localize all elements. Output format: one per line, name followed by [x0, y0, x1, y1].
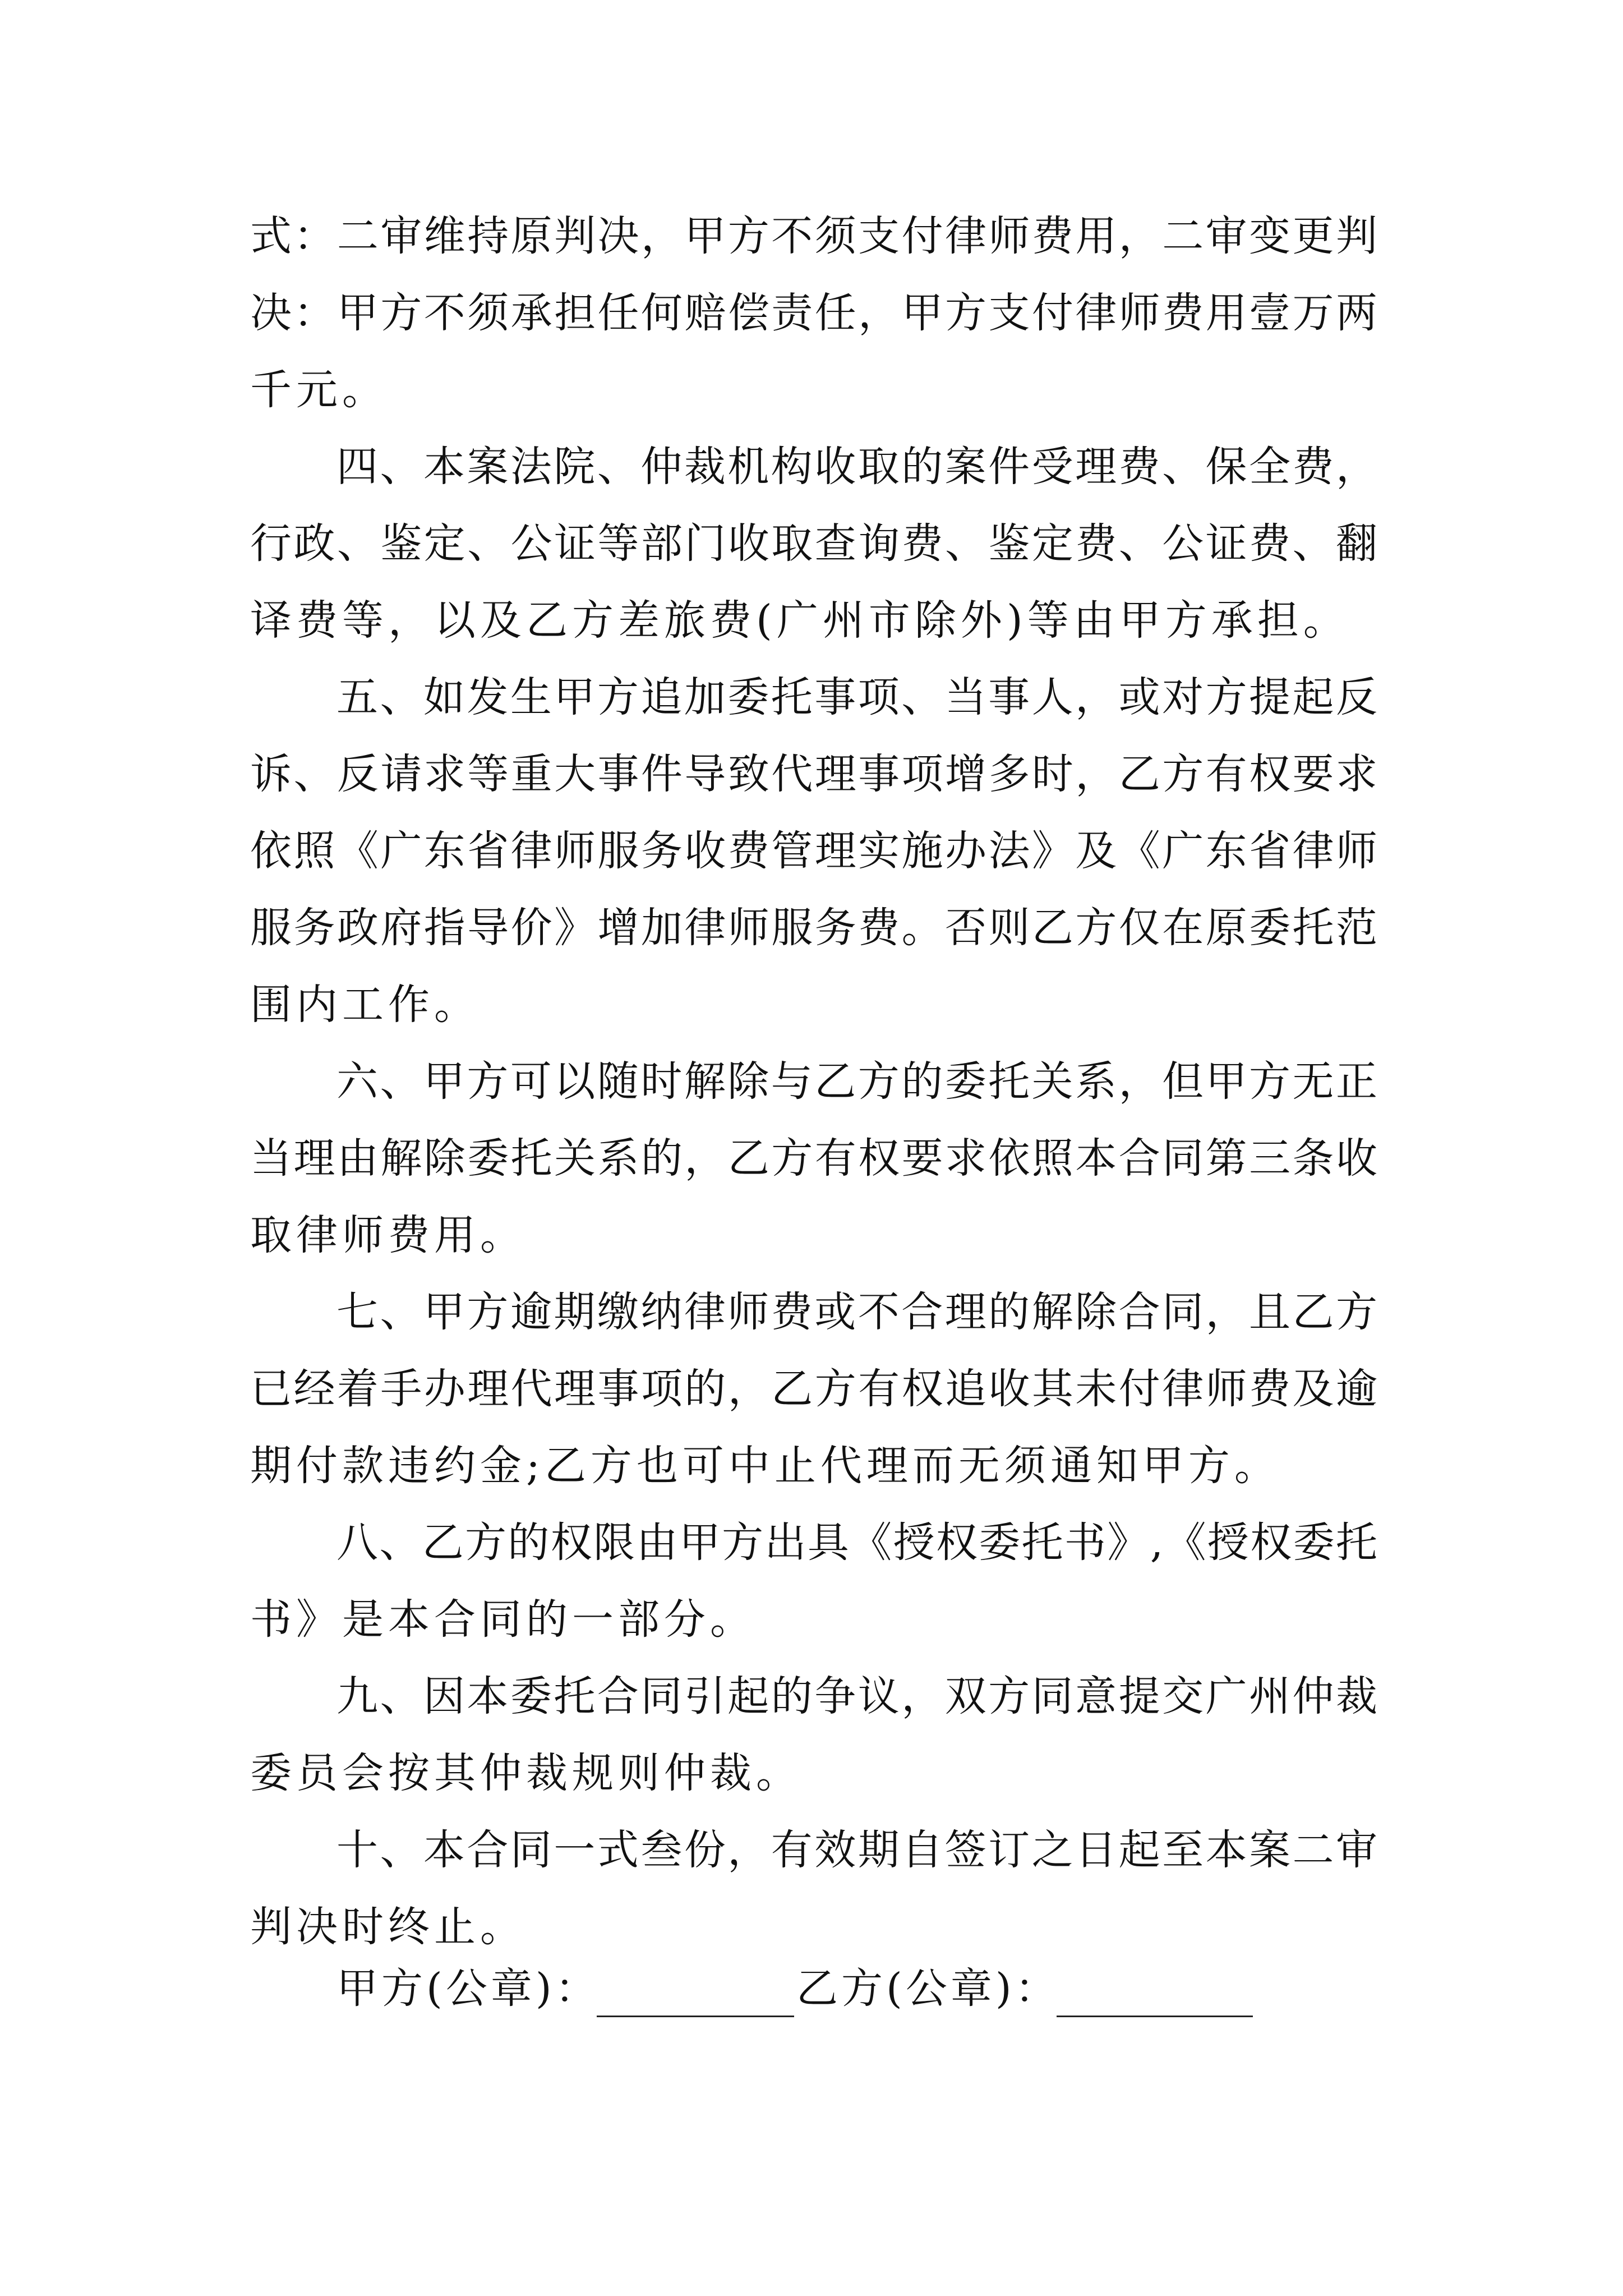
text-line: 取律师费用。: [250, 1211, 526, 1259]
text-line: 行政、鉴定、公证等部门收取查询费、鉴定费、公证费、翻: [250, 519, 1377, 568]
text-line: 诉、反请求等重大事件导致代理事项增多时，乙方有权要求: [250, 750, 1377, 798]
text-line: 委员会按其仲裁规则仲裁。: [250, 1749, 802, 1797]
party-a-seal-blank: [597, 2016, 794, 2017]
party-a-seal-label: 甲方(公章)：: [336, 1964, 600, 2013]
text-line: 五、如发生甲方追加委托事项、当事人，或对方提起反: [336, 673, 1377, 721]
text-line: 七、甲方逾期缴纳律师费或不合理的解除合同，且乙方: [336, 1288, 1377, 1336]
text-line: 决：甲方不须承担任何赔偿责任，甲方支付律师费用壹万两: [250, 289, 1377, 337]
text-line: 千元。: [250, 366, 388, 414]
text-line: 译费等，以及乙方差旅费(广州市除外)等由甲方承担。: [250, 596, 1349, 645]
signature-row: [336, 1962, 1290, 2023]
text-line: 服务政府指导价》增加律师服务费。否则乙方仅在原委托范: [250, 904, 1377, 952]
text-line: 当理由解除委托关系的，乙方有权要求依照本合同第三条收: [250, 1134, 1377, 1182]
party-b-seal-label: 乙方(公章)：: [796, 1964, 1060, 2013]
text-line: 已经着手办理代理事项的，乙方有权追收其未付律师费及逾: [250, 1365, 1377, 1413]
text-line: 式：二审维持原判决，甲方不须支付律师费用，二审变更判: [250, 212, 1377, 260]
text-line: 判决时终止。: [250, 1903, 526, 1951]
text-line: 书》是本合同的一部分。: [250, 1595, 756, 1644]
text-line: 依照《广东省律师服务收费管理实施办法》及《广东省律师: [250, 827, 1377, 875]
text-line: 四、本案法院、仲裁机构收取的案件受理费、保全费，: [336, 443, 1377, 491]
text-line: 八、乙方的权限由甲方出具《授权委托书》,《授权委托: [336, 1519, 1377, 1567]
text-line: 围内工作。: [250, 981, 480, 1029]
text-line: 六、甲方可以随时解除与乙方的委托关系，但甲方无正: [336, 1057, 1377, 1106]
text-line: 十、本合同一式叁份，有效期自签订之日起至本案二审: [336, 1826, 1377, 1874]
text-line: 九、因本委托合同引起的争议，双方同意提交广州仲裁: [336, 1672, 1377, 1720]
text-line: 期付款违约金;乙方也可中止代理而无须通知甲方。: [250, 1442, 1280, 1490]
party-b-seal-blank: [1057, 2016, 1253, 2017]
